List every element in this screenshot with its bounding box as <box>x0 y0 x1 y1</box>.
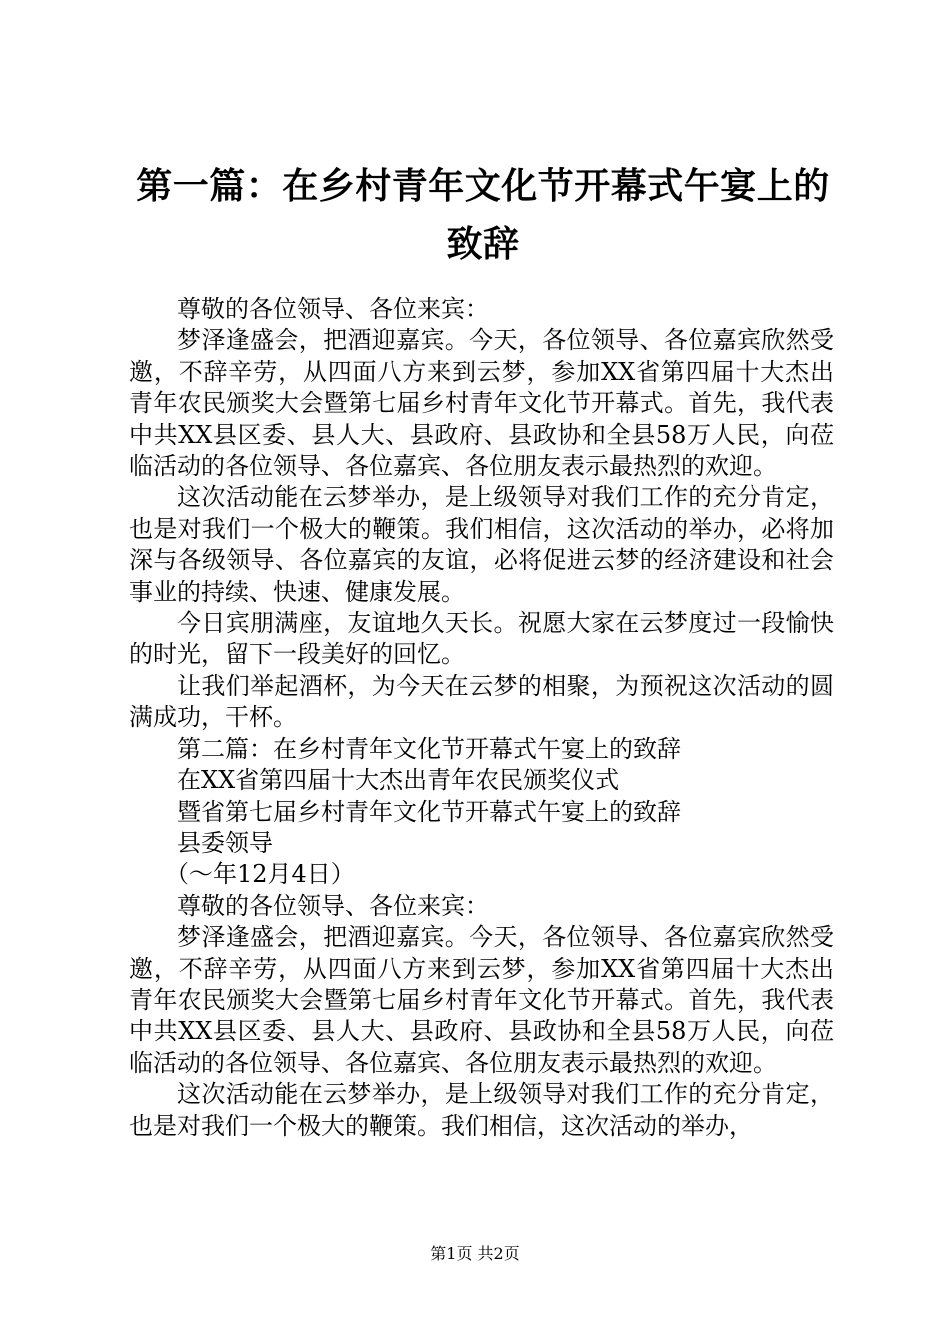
paragraph: 让我们举起酒杯，为今天在云梦的相聚，为预祝这次活动的圆满成功，干杯。 <box>129 671 834 732</box>
section-heading: 第二篇：在乡村青年文化节开幕式午宴上的致辞 <box>177 734 681 763</box>
paragraph: 尊敬的各位领导、各位来宾： <box>177 891 489 920</box>
paragraph: 梦泽逢盛会，把酒迎嘉宾。今天，各位领导、各位嘉宾欣然受邀，不辞辛劳，从四面八方来到云梦，参加XX省第四届十大杰出青年农民颁奖大会暨第七届乡村青年文化节开幕式。首先，我代表中共XX县区委、县人大、县政府、县政协和全县58万人民，向莅临活动的各位领导、各位嘉宾、各位朋友表示最热烈的欢迎。 <box>129 326 834 481</box>
date-line: （～年12月4日） <box>165 860 355 889</box>
document-title: 第一篇：在乡村青年文化节开幕式午宴上的致辞 <box>136 166 830 265</box>
paragraph: 今日宾朋满座，友谊地久天长。祝愿大家在云梦度过一段愉快的时光，留下一段美好的回忆。 <box>129 609 834 669</box>
paragraph: 尊敬的各位领导、各位来宾： <box>177 295 489 323</box>
paragraph: 这次活动能在云梦举办，是上级领导对我们工作的充分肯定，也是对我们一个极大的鞭策。我们相信，这次活动的举办， <box>129 1080 834 1140</box>
document-body <box>129 294 834 1142</box>
page-footer: 第1页 共2页 <box>430 1244 520 1263</box>
speech-title-line-2: 暨省第七届乡村青年文化节开幕式午宴上的致辞 <box>177 797 681 826</box>
speech-title-line-1: 在XX省第四届十大杰出青年农民颁奖仪式 <box>177 766 620 795</box>
speaker: 县委领导 <box>177 828 273 857</box>
paragraph: 这次活动能在云梦举办，是上级领导对我们工作的充分肯定，也是对我们一个极大的鞭策。我们相信，这次活动的举办，必将加深与各级领导、各位嘉宾的友谊，必将促进云梦的经济建设和社会事业的持续、快速、健康发展。 <box>129 483 834 606</box>
paragraph: 梦泽逢盛会，把酒迎嘉宾。今天，各位领导、各位嘉宾欣然受邀，不辞辛劳，从四面八方来到云梦，参加XX省第四届十大杰出青年农民颁奖大会暨第七届乡村青年文化节开幕式。首先，我代表中共XX县区委、县人大、县政府、县政协和全县58万人民，向莅临活动的各位领导、各位嘉宾、各位朋友表示最热烈的欢迎。 <box>129 923 834 1077</box>
